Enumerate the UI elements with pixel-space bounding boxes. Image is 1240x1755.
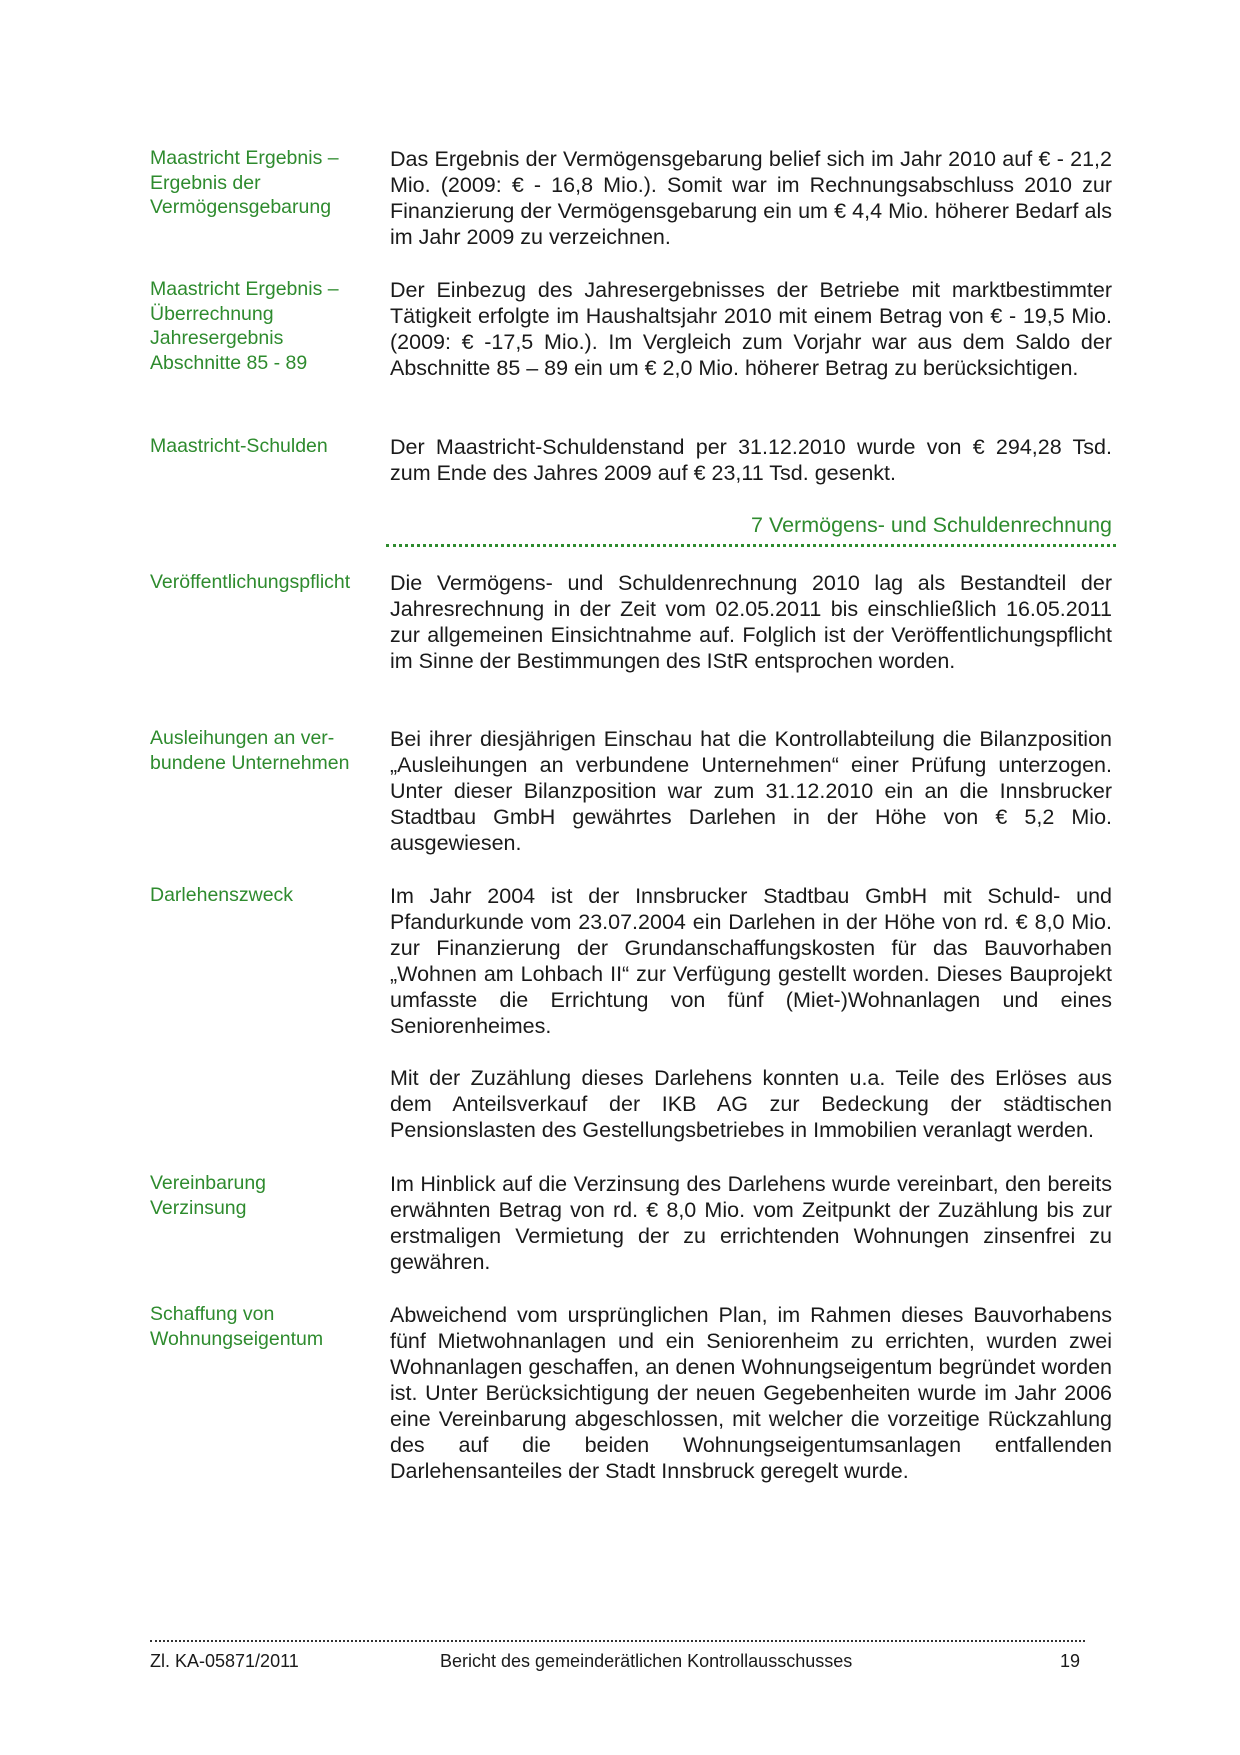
paragraph-ausleihungen: Bei ihrer diesjährigen Einschau hat die Kontrollabteilung die Bilanzposition „Ausleihungen an verbundene Unternehmen“ einer Prüfung unterzogen. Unter dieser Bilanzposition war zum 31.12.2010 ein an die Innsbrucker Stadtbau GmbH gewährtes Darlehen in der Höhe von € 5,2 Mio. ausgewiesen. [390,727,1112,855]
margin-note-darlehenszweck: Darlehenszweck [150,884,294,906]
footer-divider [150,1640,1085,1642]
margin-note-wohnungseigentum: Schaffung von Wohnungseigentum [150,1303,324,1350]
paragraph-veroeffentlichung: Die Vermögens- und Schuldenrechnung 2010 lag als Bestandteil der Jahresrechnung in der Zeit vom 02.05.2011 bis einschließlich 16.05.2011 zur allgemeinen Einsichtnahme auf. Folglich ist der Veröffentlichungspflicht im Sinne der Bestimmungen des IStR entsprochen worden. [390,571,1112,673]
section-divider [386,544,1116,547]
margin-note-ueberrechnung: Maastricht Ergebnis – Überrechnung Jahresergebnis Abschnitte 85 - 89 [150,278,339,374]
paragraph-jahresergebnis: Der Einbezug des Jahresergebnisses der Betriebe mit marktbestimmter Tätigkeit erfolgte im Haushaltsjahr 2010 mit einem Betrag von € - 19,5 Mio. (2009: € -17,5 Mio.). Im Vergleich zum Vorjahr war aus dem Saldo der Abschnitte 85 – 89 ein um € 2,0 Mio. höherer Betrag zu berücksichtigen. [390,278,1112,380]
margin-note-ausleihungen: Ausleihungen an ver- bundene Unternehmen [150,727,350,774]
footer-page-number: 19 [1060,1651,1081,1671]
margin-note-verzinsung: Vereinbarung Verzinsung [150,1172,267,1219]
paragraph-vermoegensgebarung: Das Ergebnis der Vermögensgebarung belief sich im Jahr 2010 auf € - 21,2 Mio. (2009: € - 16,8 Mio.). Somit war im Rechnungsabschluss 2010 zur Finanzierung der Vermögensgebarung ein um € 4,4 Mio. höherer Bedarf als im Jahr 2009 zu verzeichnen. [390,147,1112,249]
paragraph-verzinsung: Im Hinblick auf die Verzinsung des Darlehens wurde vereinbart, den bereits erwähnten Betrag von rd. € 8,0 Mio. vom Zeitpunkt der Zuzählung bis zur erstmaligen Vermietung der zu errichtenden Wohnungen zinsenfrei zu gewähren. [390,1172,1112,1274]
paragraph-darlehenszweck: Im Jahr 2004 ist der Innsbrucker Stadtbau GmbH mit Schuld- und Pfandurkunde vom 23.07.2004 ein Darlehen in der Höhe von rd. € 8,0 Mio. zur Finanzierung der Grundanschaffungskosten für das Bauvorhaben „Wohnen am Lohbach II“ zur Verfügung gestellt worden. Dieses Bauprojekt umfasste die Errichtung von fünf (Miet-)Wohnanlagen und eines Seniorenheimes. [390,884,1112,1038]
margin-note-maastricht-schulden: Maastricht-Schulden [150,435,328,457]
footer-title: Bericht des gemeinderätlichen Kontrollausschusses [440,1651,853,1671]
paragraph-schuldenstand: Der Maastricht-Schuldenstand per 31.12.2010 wurde von € 294,28 Tsd. zum Ende des Jahres 2009 auf € 23,11 Tsd. gesenkt. [390,435,1112,485]
margin-note-maastricht-ergebnis: Maastricht Ergebnis – Ergebnis der Vermögensgebarung [150,147,339,218]
footer-reference: Zl. KA-05871/2011 [150,1651,299,1671]
paragraph-wohnungseigentum: Abweichend vom ursprünglichen Plan, im Rahmen dieses Bauvorhabens fünf Mietwohnanlagen und ein Seniorenheim zu errichten, wurden zwei Wohnanlagen geschaffen, an denen Wohnungseigentum begründet worden ist. Unter Berücksichtigung der neuen Gegebenheiten wurde im Jahr 2006 eine Vereinbarung abgeschlossen, mit welcher die vorzeitige Rückzahlung des auf die beiden Wohnungseigentumsanlagen entfallenden Darlehensanteiles der Stadt Innsbruck geregelt wurde. [390,1303,1112,1483]
paragraph-zuzaehlung: Mit der Zuzählung dieses Darlehens konnten u.a. Teile des Erlöses aus dem Anteilsverkauf der IKB AG zur Bedeckung der städtischen Pensionslasten des Gestellungsbetriebes in Immobilien veranlagt werden. [390,1066,1112,1142]
margin-note-veroeffentlichungspflicht: Veröffentlichungspflicht [150,571,351,593]
section-heading: 7 Vermögens- und Schuldenrechnung [751,513,1112,537]
